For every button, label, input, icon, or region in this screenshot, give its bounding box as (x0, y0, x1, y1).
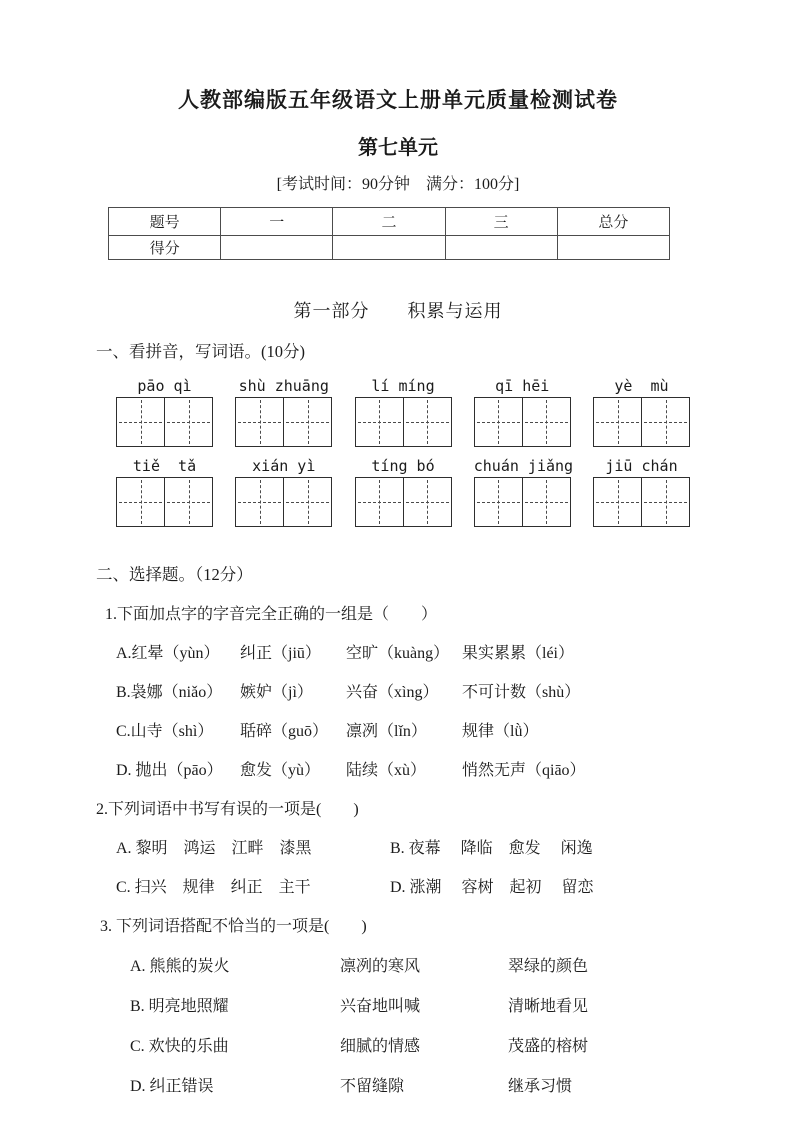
option-cell: A. 黎明 鸿运 江畔 漆黑 (116, 840, 312, 857)
unit-subtitle: 第七单元 (358, 135, 438, 159)
score-cell-empty (333, 236, 445, 260)
pinyin-label: qī hēi (495, 377, 550, 395)
option-cell: 纠正（jiū） (240, 645, 321, 662)
option-cell: D. 涨潮 容树 起初 留恋 (390, 879, 594, 896)
score-cell-empty (445, 236, 557, 260)
q3-option-row-d (96, 1073, 700, 1096)
question1-pinyin-stem: 一、看拼音，写词语。(10分) (96, 342, 305, 361)
score-table-header-row (109, 208, 670, 236)
pinyin-label: shù zhuāng (238, 377, 329, 395)
option-cell: 空旷（kuàng） (346, 645, 450, 662)
grid-cell (522, 398, 570, 446)
option-cell: 规律（lǜ） (462, 723, 539, 740)
writing-grid (474, 477, 571, 527)
q3-option-row-b (96, 993, 700, 1016)
pinyin-label: pāo qì (137, 377, 192, 395)
q3-option-row-c (96, 1033, 700, 1056)
pinyin-label: tíng bó (371, 457, 435, 475)
pinyin-row-2 (96, 455, 700, 527)
option-cell: D. 抛出（pāo） (116, 762, 223, 779)
pinyin-word-group (355, 455, 452, 527)
q3-option-row-a (96, 953, 700, 976)
option-cell: A.红晕（yùn） (116, 645, 220, 662)
dashed-vline (618, 400, 619, 444)
score-header-cell: 一 (221, 208, 333, 236)
grid-cell (164, 478, 212, 526)
score-header-cell: 题号 (109, 208, 221, 236)
grid-cell (117, 478, 164, 526)
dashed-vline (260, 400, 261, 444)
sub-question-2-stem: 2.下列词语中书写有误的一项是( ) (96, 801, 359, 818)
option-cell: 凛冽的寒风 (340, 958, 421, 975)
writing-grid (593, 477, 690, 527)
pinyin-label: xián yì (252, 457, 316, 475)
exam-time-info: [考试时间：90分钟 满分：100分] (276, 176, 520, 193)
dashed-vline (379, 480, 380, 524)
grid-cell (236, 398, 283, 446)
option-cell: 继承习惯 (508, 1078, 573, 1095)
score-header-cell: 三 (445, 208, 557, 236)
score-cell-empty (221, 236, 333, 260)
pinyin-label: tiě tǎ (132, 457, 197, 475)
option-cell: 愈发（yù） (240, 762, 321, 779)
dashed-vline (141, 400, 142, 444)
pinyin-word-group (593, 455, 690, 527)
q2-option-row-ab (96, 835, 700, 858)
option-cell: 凛冽（lǐn） (346, 723, 427, 740)
option-cell: B. 明亮地照耀 (130, 998, 229, 1015)
writing-grid (474, 397, 571, 447)
grid-cell (356, 478, 403, 526)
grid-cell (641, 398, 689, 446)
option-cell: C. 欢快的乐曲 (130, 1038, 229, 1055)
dashed-vline (618, 480, 619, 524)
pinyin-word-group (116, 455, 213, 527)
dashed-vline (308, 400, 309, 444)
pinyin-label: yè mù (614, 377, 669, 395)
q1-option-row-a (96, 640, 700, 663)
q1-option-row-d (96, 757, 700, 780)
writing-grid (355, 477, 452, 527)
writing-grid (235, 477, 332, 527)
pinyin-word-group (116, 375, 213, 447)
q1-option-row-c (96, 718, 700, 741)
dashed-vline (427, 480, 428, 524)
option-cell: 茂盛的榕树 (508, 1038, 589, 1055)
option-cell: A. 熊熊的炭火 (130, 958, 230, 975)
pinyin-word-group (355, 375, 452, 447)
grid-cell (475, 478, 522, 526)
dashed-vline (666, 480, 667, 524)
q1-option-row-b (96, 679, 700, 702)
dashed-vline (498, 400, 499, 444)
option-cell: 细腻的情感 (340, 1038, 421, 1055)
option-cell: 陆续（xù） (346, 762, 427, 779)
option-cell: B. 夜幕 降临 愈发 闲逸 (390, 840, 593, 857)
score-row-label: 得分 (109, 236, 221, 260)
grid-cell (475, 398, 522, 446)
pinyin-word-group (235, 455, 332, 527)
option-cell: 兴奋地叫喊 (340, 998, 421, 1015)
option-cell: B.袅娜（niǎo） (116, 684, 223, 701)
grid-cell (522, 478, 570, 526)
grid-cell (403, 478, 451, 526)
score-header-cell: 二 (333, 208, 445, 236)
sub-question-3-stem: 3. 下列词语搭配不恰当的一项是( ) (100, 918, 367, 935)
part1-heading: 第一部分 积累与运用 (293, 301, 503, 321)
grid-cell (641, 478, 689, 526)
pinyin-label: jiū chán (605, 457, 678, 475)
writing-grid (116, 477, 213, 527)
grid-cell (594, 398, 641, 446)
pinyin-label: chuán jiǎng (473, 457, 574, 475)
option-cell: 嫉妒（jì） (240, 684, 313, 701)
writing-grid (593, 397, 690, 447)
score-header-cell: 总分 (557, 208, 669, 236)
grid-cell (283, 398, 331, 446)
grid-cell (403, 398, 451, 446)
dashed-vline (427, 400, 428, 444)
option-cell: D. 纠正错误 (130, 1078, 214, 1095)
pinyin-row-1 (96, 375, 700, 447)
score-cell-empty (557, 236, 669, 260)
dashed-vline (546, 400, 547, 444)
option-cell: 不可计数（shù） (462, 684, 581, 701)
writing-grid (116, 397, 213, 447)
option-cell: C. 扫兴 规律 纠正 主干 (116, 879, 311, 896)
pinyin-label: lí míng (371, 377, 435, 395)
pinyin-word-group (235, 375, 332, 447)
option-cell: 悄然无声（qiāo） (462, 762, 586, 779)
grid-cell (236, 478, 283, 526)
option-cell: 兴奋（xìng） (346, 684, 439, 701)
sub-question-1-stem: 1.下面加点字的字音完全正确的一组是（ ） (105, 606, 438, 623)
dashed-vline (546, 480, 547, 524)
option-cell: 果实累累（léi） (462, 645, 574, 662)
option-cell: 不留缝隙 (340, 1078, 405, 1095)
writing-grid (355, 397, 452, 447)
grid-cell (164, 398, 212, 446)
option-cell: 清晰地看见 (508, 998, 589, 1015)
dashed-vline (189, 480, 190, 524)
dashed-vline (189, 400, 190, 444)
q2-option-row-cd (96, 874, 700, 897)
pinyin-word-group (474, 375, 571, 447)
pinyin-word-group (473, 455, 574, 527)
option-cell: 翠绿的颜色 (508, 958, 589, 975)
dashed-vline (260, 480, 261, 524)
question2-choice-stem: 二、选择题。（12分） (96, 565, 253, 584)
dashed-vline (498, 480, 499, 524)
dashed-vline (141, 480, 142, 524)
writing-grid (235, 397, 332, 447)
score-table (108, 207, 670, 260)
dashed-vline (379, 400, 380, 444)
grid-cell (594, 478, 641, 526)
grid-cell (117, 398, 164, 446)
page-title: 人教部编版五年级语文上册单元质量检测试卷 (178, 88, 618, 112)
option-cell: C.山寺（shì） (116, 723, 214, 740)
dashed-vline (308, 480, 309, 524)
dashed-vline (666, 400, 667, 444)
grid-cell (283, 478, 331, 526)
grid-cell (356, 398, 403, 446)
score-table-score-row (109, 236, 670, 260)
option-cell: 聒碎（guō） (240, 723, 329, 740)
pinyin-word-group (593, 375, 690, 447)
